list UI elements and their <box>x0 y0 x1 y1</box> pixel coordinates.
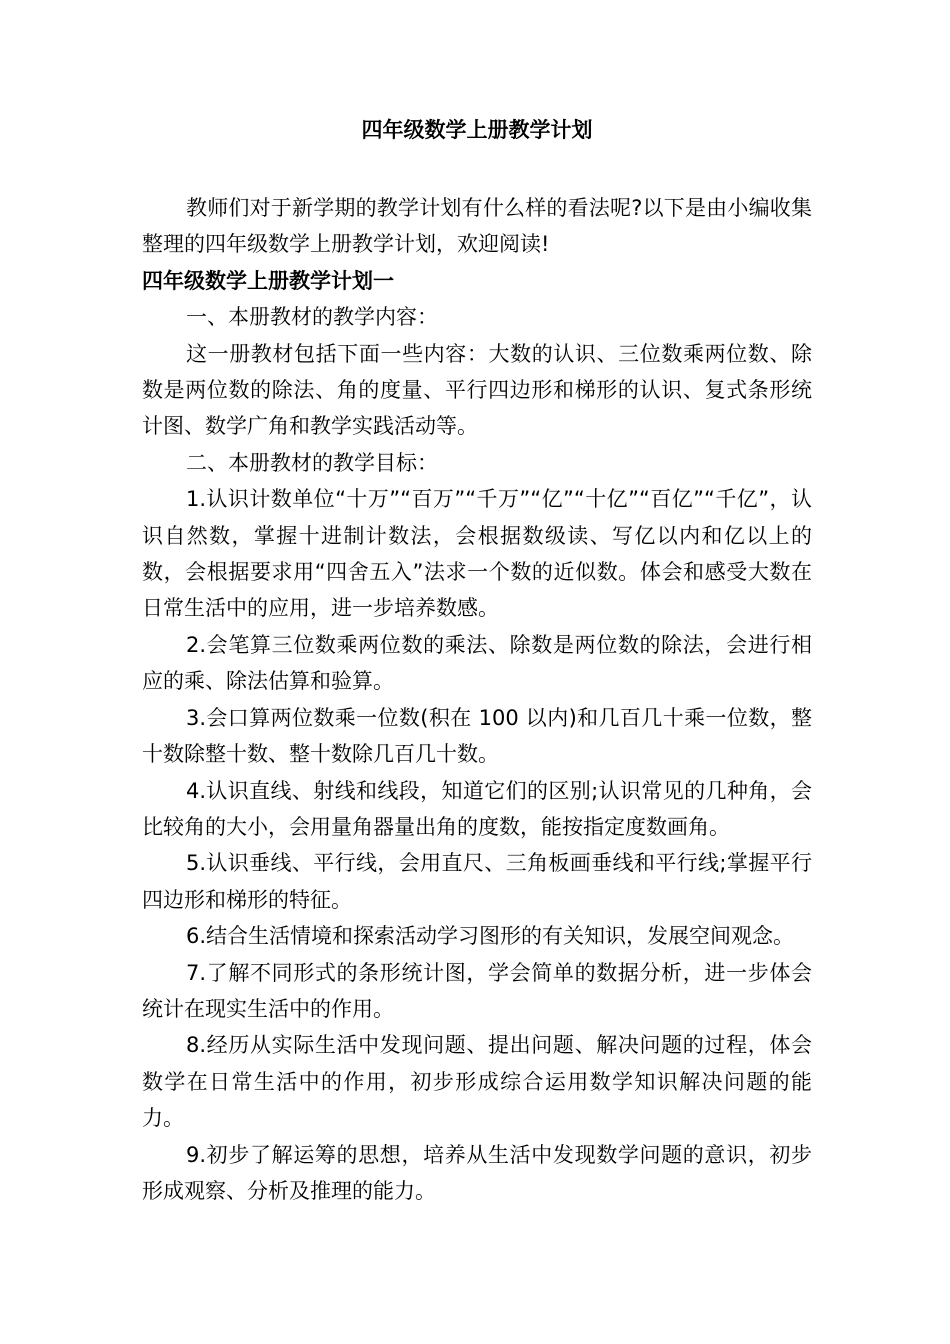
section-heading: 四年级数学上册教学计划一 <box>142 268 394 293</box>
contents-paragraph: 这一册教材包括下面一些内容：大数的认识、三位数乘两位数、除数是两位数的除法、角的度量、平行四边形和梯形的认识、复式条形统计图、数学广角和教学实践活动等。 <box>142 341 812 439</box>
goal-item-6: 6.结合生活情境和探索活动学习图形的有关知识，发展空间观念。 <box>186 924 795 949</box>
goal-item-5: 5.认识垂线、平行线，会用直尺、三角板画垂线和平行线;掌握平行四边形和梯形的特征。 <box>142 851 812 912</box>
goal-item-9: 9.初步了解运筹的思想，培养从生活中发现数学问题的意识，初步形成观察、分析及推理的能力。 <box>142 1142 812 1203</box>
contents-heading: 一、本册教材的教学内容： <box>186 305 438 330</box>
goal-item-8: 8.经历从实际生活中发现问题、提出问题、解决问题的过程，体会数学在日常生活中的作用，初步形成综合运用数学知识解决问题的能力。 <box>142 1033 812 1131</box>
document-title: 四年级数学上册教学计划 <box>361 118 593 142</box>
goal-item-7: 7.了解不同形式的条形统计图，学会简单的数据分析，进一步体会统计在现实生活中的作用。 <box>142 960 812 1021</box>
goals-heading: 二、本册教材的教学目标： <box>186 450 438 475</box>
goal-item-4: 4.认识直线、射线和线段，知道它们的区别;认识常见的几种角，会比较角的大小，会用量角器量出角的度数，能按指定度数画角。 <box>142 778 812 839</box>
document-page <box>142 110 812 1209</box>
intro-paragraph: 教师们对于新学期的教学计划有什么样的看法呢?以下是由小编收集整理的四年级数学上册教学计划，欢迎阅读! <box>142 196 812 257</box>
goal-item-2: 2.会笔算三位数乘两位数的乘法、除数是两位数的除法，会进行相应的乘、除法估算和验算。 <box>142 632 812 694</box>
goal-item-3: 3.会口算两位数乘一位数(积在 100 以内)和几百几十乘一位数，整十数除整十数、整十数除几百几十数。 <box>142 705 812 767</box>
goal-item-1: 1.认识计数单位“十万”“百万”“千万”“亿”“十亿”“百亿”“千亿”，认识自然数，掌握十进制计数法，会根据数级读、写亿以内和亿以上的数，会根据要求用“四舍五入”法求一个数的近似数。体会和感受大数在日常生活中的应用，进一步培养数感。 <box>142 487 812 621</box>
